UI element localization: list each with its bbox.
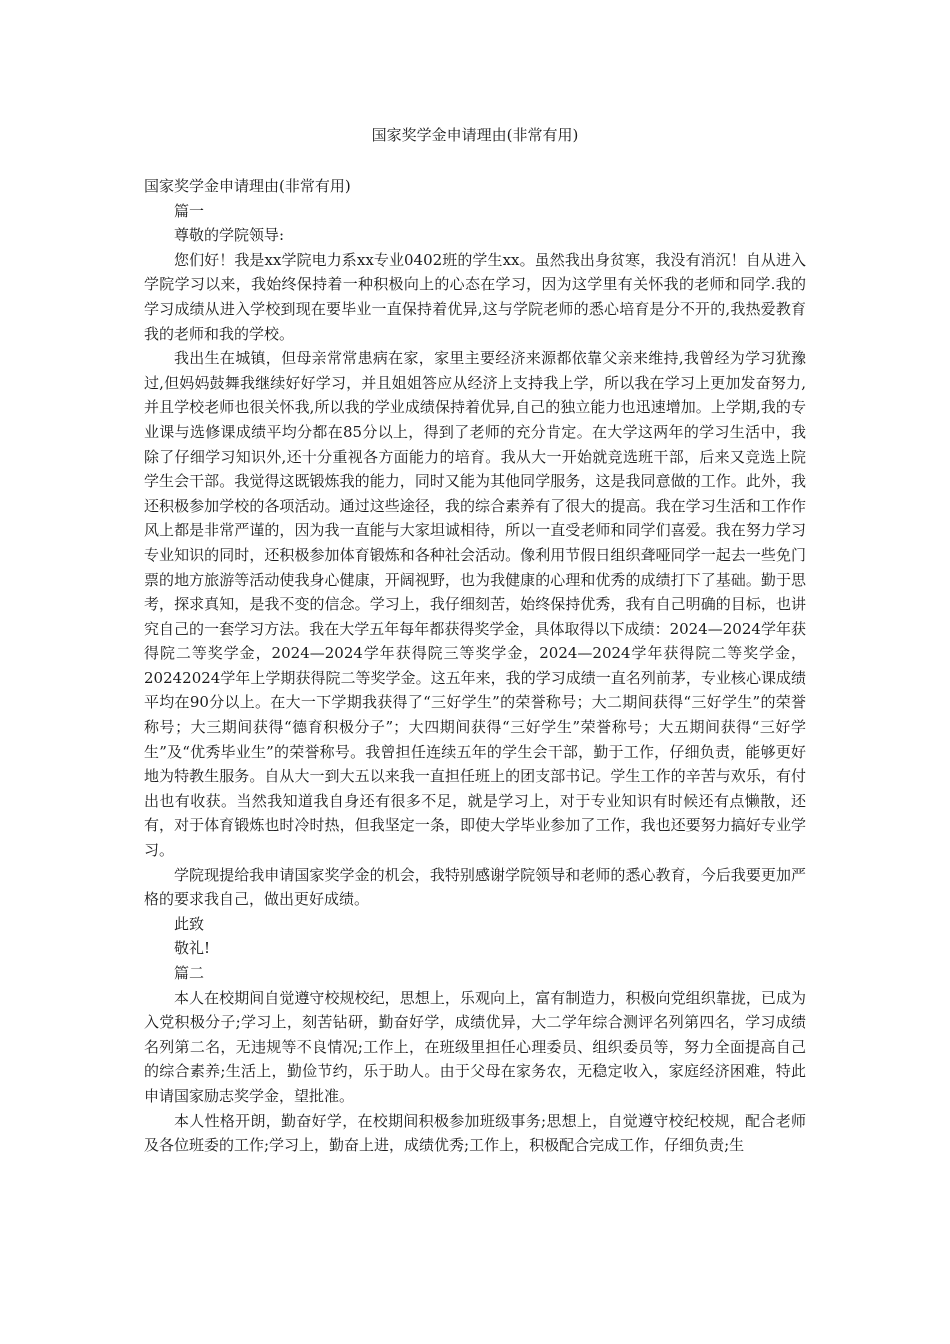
document-heading: 国家奖学金申请理由(非常有用) xyxy=(144,177,351,195)
document-body xyxy=(144,174,806,1158)
paragraph: 本人性格开朗，勤奋好学，在校期间积极参加班级事务;思想上，自觉遵守校纪校规，配合老师及各位班委的工作;学习上，勤奋上进，成绩优秀;工作上，积极配合完成工作，仔细负责;生 xyxy=(144,1111,806,1155)
paragraph: 我出生在城镇，但母亲常常患病在家，家里主要经济来源都依靠父亲来维持,我曾经为学习犹豫过,但妈妈鼓舞我继续好好学习，并且姐姐答应从经济上支持我上学，所以我在学习上更加发奋努力,并且学校老师也很关怀我,所以我的学业成绩保持着优异,自己的独立能力也迅速增加。上学期,我的专业课与选修课成绩平均分都在85分以上，得到了老师的充分肯定。在大学这两年的学习生活中，我除了仔细学习知识外,还十分重视各方面能力的培育。我从大一开始就竞选班干部，后来又竞选上院学生会干部。我觉得这既锻炼我的能力，同时又能为其他同学服务，这是我同意做的工作。此外，我还积极参加学校的各项活动。通过这些途径，我的综合素养有了很大的提高。我在学习生活和工作作风上都是非常严谨的，因为我一直能与大家坦诚相待，所以一直受老师和同学们喜爱。我在努力学习专业知识的同时，还积极参加体育锻炼和各种社会活动。像利用节假日组织聋哑同学一起去一些免门票的地方旅游等活动使我身心健康，开阔视野，也为我健康的心理和优秀的成绩打下了基础。勤于思考，探求真知，是我不变的信念。学习上，我仔细刻苦，始终保持优秀，我有自己明确的目标，也讲究自己的一套学习方法。我在大学五年每年都获得奖学金，具体取得以下成绩：2024—2024学年获得院二等奖学金，2024—2024学年获得院三等奖学金，2024—2024学年获得院二等奖学金，20242024学年上学期获得院二等奖学金。这五年来，我的学习成绩一直名列前茅，专业核心课成绩平均在90分以上。在大一下学期我获得了“三好学生”的荣誉称号；大二期间获得“三好学生”的荣誉称号；大三期间获得“德育积极分子”；大四期间获得“三好学生”荣誉称号；大五期间获得“三好学生”及“优秀毕业生”的荣誉称号。我曾担任连续五年的学生会干部，勤于工作，仔细负责，能够更好地为特教生服务。自从大一到大五以来我一直担任班上的团支部书记。学生工作的辛苦与欢乐，有付出也有收获。当然我知道我自身还有很多不足，就是学习上，对于专业知识有时候还有点懒散，还有，对于体育锻炼也时冷时热，但我坚定一条，即使大学毕业参加了工作，我也还要努力搞好专业学习。 xyxy=(144,349,806,860)
section-label: 篇一 xyxy=(174,201,205,220)
section-label: 篇二 xyxy=(174,964,205,982)
paragraph: 本人在校期间自觉遵守校规校纪，思想上，乐观向上，富有制造力，积极向党组织靠拢，已成为入党积极分子;学习上，刻苦钻研，勤奋好学，成绩优异，大二学年综合测评名列第四名，学习成绩名列第二名，无违规等不良情况;工作上，在班级里担任心理委员、组织委员等，努力全面提高自己的综合素养;生活上，勤俭节约，乐于助人。由于父母在家务农，无稳定收入，家庭经济困难，特此申请国家励志奖学金，望批准。 xyxy=(144,988,806,1105)
paragraph: 您们好！我是xx学院电力系xx专业0402班的学生xx。虽然我出身贫寒，我没有消沉！自从进入学院学习以来，我始终保持着一种积极向上的心态在学习，因为这学里有关怀我的老师和同学.我的学习成绩从进入学校到现在要毕业一直保持着优异,这与学院老师的悉心培育是分不开的,我热爱教育我的老师和我的学校。 xyxy=(144,250,806,343)
page-title: 国家奖学金申请理由(非常有用) xyxy=(371,126,579,144)
closing-line: 敬礼! xyxy=(174,939,211,958)
paragraph: 学院现提给我申请国家奖学金的机会，我特别感谢学院领导和老师的悉心教育，今后我要更加严格的要求我自己，做出更好成绩。 xyxy=(144,865,806,909)
closing-line: 此致 xyxy=(174,914,205,933)
salutation: 尊敬的学院领导: xyxy=(174,226,285,245)
